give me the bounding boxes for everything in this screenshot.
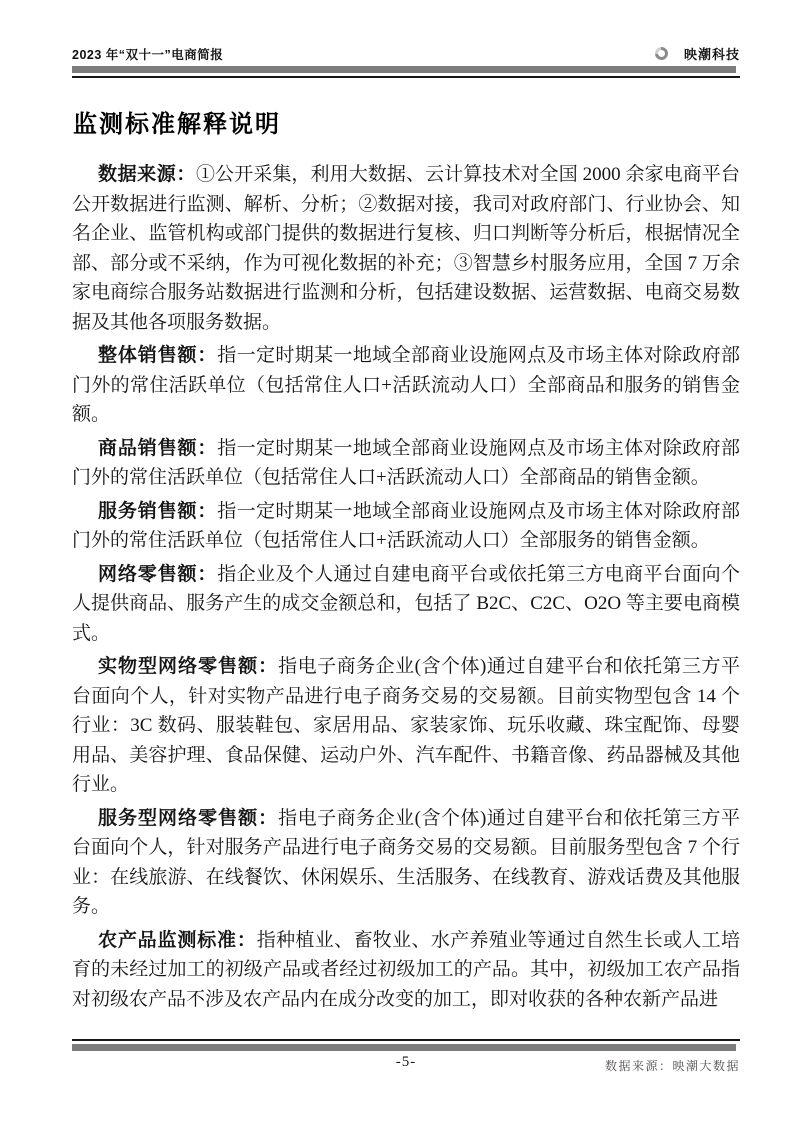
header-rule — [72, 76, 740, 78]
paragraph — [72, 497, 740, 556]
paragraph-lead: 服务销售额： — [98, 500, 218, 522]
page-footer — [72, 1054, 740, 1078]
paragraph — [72, 804, 740, 922]
paragraph-text: 指种植业、畜牧业、水产养殖业等通过自然生长或人工培育的未经过加工的初级产品或者经过初级加工的产品。其中，初级加工农产品指对初级农产品不涉及农产品内在成分改变的加工，即对收获的各种农新产品进 — [72, 929, 740, 1010]
paragraph-text: 指电子商务企业(含个体)通过自建平台和依托第三方平台面向个人，针对实物产品进行电子商务交易的交易额。目前实物型包含 14 个行业：3C 数码、服装鞋包、家居用品、家装家饰、玩乐收藏、珠宝配饰、母婴用品、美容护理、食品保健、运动户外、汽车配件、书籍音像、药品器械及其他行业。 — [72, 656, 740, 795]
paragraph-text: 指一定时期某一地域全部商业设施网点及市场主体对除政府部门外的常住活跃单位（包括常住人口+活跃流动人口）全部商品和服务的销售金额。 — [72, 345, 740, 425]
page-header — [72, 44, 740, 63]
paragraph-lead: 商品销售额： — [98, 437, 218, 459]
header-gray-bar — [72, 66, 736, 73]
header-brand — [655, 44, 740, 63]
paragraph — [72, 652, 740, 800]
paragraph-lead: 网络零售额： — [98, 563, 218, 585]
paragraph — [72, 434, 740, 493]
company-name: 映潮科技 — [683, 47, 740, 62]
paragraph — [72, 160, 740, 337]
page-number: -5- — [395, 1054, 417, 1070]
paragraph-lead: 服务型网络零售额： — [98, 807, 279, 829]
data-source-note: 数据来源：映潮大数据 — [604, 1059, 740, 1073]
footer-gray-bar — [72, 1044, 736, 1051]
footer-rule — [72, 1039, 740, 1041]
paragraph — [72, 926, 740, 1015]
paragraph-text: 指企业及个人通过自建电商平台或依托第三方电商平台面向个人提供商品、服务产生的成交金额总和，包括了 B2C、C2C、O2O 等主要电商模式。 — [72, 563, 740, 644]
paragraph-text: 指一定时期某一地域全部商业设施网点及市场主体对除政府部门外的常住活跃单位（包括常住人口+活跃流动人口）全部服务的销售金额。 — [72, 500, 740, 551]
paragraph-text: 指电子商务企业(含个体)通过自建平台和依托第三方平台面向个人，针对服务产品进行电子商务交易的交易额。目前服务型包含 7 个行业：在线旅游、在线餐饮、休闲娱乐、生活服务、在线教育、游戏话费及其他服务。 — [72, 807, 740, 917]
paragraph-text: 指一定时期某一地域全部商业设施网点及市场主体对除政府部门外的常住活跃单位（包括常住人口+活跃流动人口）全部商品的销售金额。 — [72, 437, 740, 488]
body-content — [72, 160, 740, 1018]
paragraph — [72, 560, 740, 649]
report-title: 2023 年“双十一”电商简报 — [72, 47, 224, 62]
paragraph-lead: 农产品监测标准： — [98, 929, 257, 951]
paragraph — [72, 341, 740, 430]
paragraph-lead: 数据来源： — [98, 164, 196, 185]
paragraph-text: ①公开采集，利用大数据、云计算技术对全国 2000 余家电商平台公开数据进行监测、解析、分析；②数据对接，我司对政府部门、行业协会、知名企业、监管机构或部门提供的数据进行复核、归口判断等分析后，根据情况全部、部分或不采纳，作为可视化数据的补充；③智慧乡村服务应用，全国 7 万余家电商综合服务站数据进行监测和分析，包括建设数据、运营数据、电商交易数据及其他各项服务数据。 — [72, 164, 740, 333]
circle-swirl-logo-icon — [652, 44, 670, 62]
paragraph-lead: 整体销售额： — [98, 345, 218, 366]
page-title: 监测标准解释说明 — [73, 111, 281, 138]
paragraph-lead: 实物型网络零售额： — [98, 656, 279, 677]
